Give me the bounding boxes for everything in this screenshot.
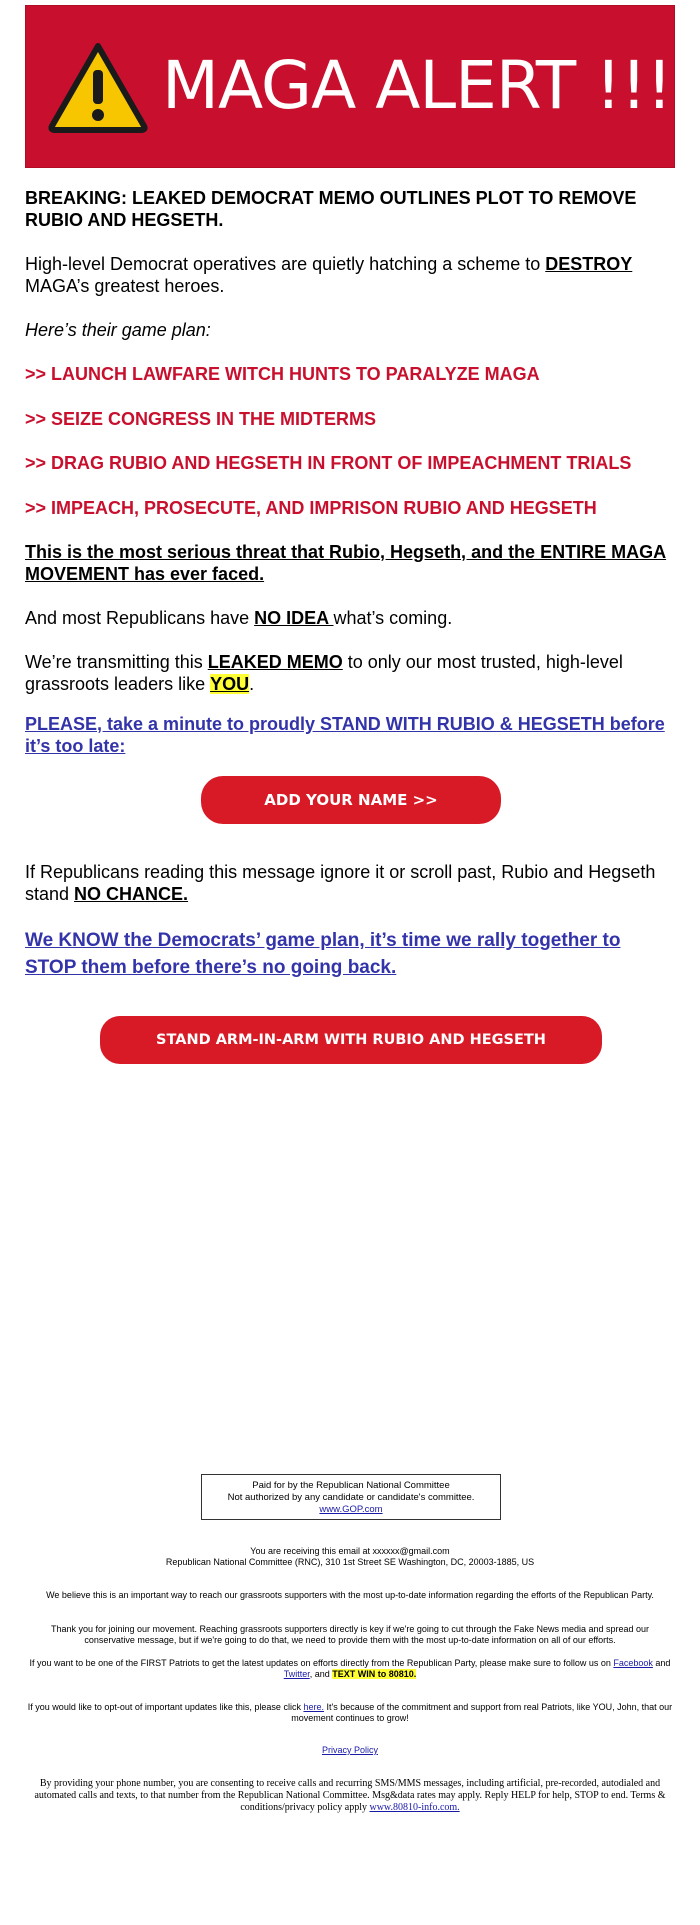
game-plan-label: Here’s their game plan: xyxy=(25,320,211,340)
add-your-name-button[interactable]: ADD YOUR NAME >> xyxy=(201,776,501,824)
thanks-paragraph: Thank you for joining our movement. Reaching grassroots supporters directly is key if we're going to cut through the Fake News media and spread our conservative message, but if we're going to do that, we need to provide them with the most up-to-date information on all of our efforts. xyxy=(50,1624,650,1645)
stand-with-link[interactable]: PLEASE, take a minute to proudly STAND WITH RUBIO & HEGSETH before it’s too late: xyxy=(25,714,665,756)
receiving-notice: You are receiving this email at xxxxxx@gmail.com Republican National Committee (RNC), 310 1st Street SE Washington, DC, 20003-1885, US xyxy=(25,1546,675,1568)
destroy-emphasis: DESTROY xyxy=(545,254,633,274)
headline: BREAKING: LEAKED DEMOCRAT MEMO OUTLINES PLOT TO REMOVE RUBIO AND HEGSETH. xyxy=(25,188,637,230)
privacy-policy-link[interactable]: Privacy Policy xyxy=(321,1745,378,1755)
plan-item: >> LAUNCH LAWFARE WITCH HUNTS TO PARALYZE MAGA xyxy=(25,364,540,384)
sms-info-link[interactable]: www.80810-info.com. xyxy=(369,1802,460,1813)
gop-link[interactable]: www.GOP.com xyxy=(319,1504,383,1515)
twitter-link[interactable]: Twitter xyxy=(283,1669,310,1679)
game-plan-link[interactable]: We KNOW the Democrats’ game plan, it’s time we rally together to STOP them before there’s no going back. xyxy=(25,930,621,978)
plan-item: >> DRAG RUBIO AND HEGSETH IN FRONT OF IMPEACHMENT TRIALS xyxy=(25,453,632,473)
paid-for-disclaimer: Paid for by the Republican National Committee Not authorized by any candidate or candidate's committee. www.GOP.com xyxy=(201,1474,501,1520)
intro-paragraph: High-level Democrat operatives are quietly hatching a scheme to DESTROY MAGA’s greatest heroes. xyxy=(25,254,633,296)
warning-icon xyxy=(46,40,150,134)
follow-paragraph: If you want to be one of the FIRST Patriots to get the latest updates on efforts directly from the Republican Party, please make sure to follow us on Facebook and Twitter, and TEXT WIN to 80810. xyxy=(29,1658,671,1679)
banner-title: MAGA ALERT !!! xyxy=(162,47,672,124)
no-idea-paragraph: And most Republicans have NO IDEA what’s coming. xyxy=(25,608,453,628)
sms-consent-paragraph: By providing your phone number, you are consenting to receive calls and recurring SMS/MMS messages, including artificial, pre-recorded, autodialed and automated calls and texts, to that number from the Republican National Committee. Msg&data rates may apply. Reply HELP for help, STOP to end. Terms & conditions/privacy policy apply www.80810-info.com. xyxy=(34,1778,666,1813)
no-chance-paragraph: If Republicans reading this message ignore it or scroll past, Rubio and Hegseth stand NO CHANCE. xyxy=(25,862,656,904)
maga-alert-banner xyxy=(25,5,675,168)
stand-arm-in-arm-button[interactable]: STAND ARM-IN-ARM WITH RUBIO AND HEGSETH xyxy=(100,1016,602,1064)
text-win-highlight: TEXT WIN to 80810. xyxy=(332,1669,417,1679)
you-highlight: YOU xyxy=(210,674,250,694)
privacy-policy-row xyxy=(25,1745,675,1756)
transmit-paragraph: We’re transmitting this LEAKED MEMO to only our most trusted, high-level grassroots leaders like YOU. xyxy=(25,652,623,694)
plan-item: >> SEIZE CONGRESS IN THE MIDTERMS xyxy=(25,409,377,429)
opt-out-link[interactable]: here. xyxy=(303,1702,324,1712)
opt-out-paragraph: If you would like to opt-out of important updates like this, please click here. It's because of the commitment and support from real Patriots, like YOU, John, that our movement continues to grow! xyxy=(27,1702,673,1723)
believe-paragraph: We believe this is an important way to reach our grassroots supporters with the most up-to-date information regarding the efforts of the Republican Party. xyxy=(46,1590,654,1600)
plan-item: >> IMPEACH, PROSECUTE, AND IMPRISON RUBIO AND HEGSETH xyxy=(25,498,597,518)
facebook-link[interactable]: Facebook xyxy=(613,1658,653,1668)
rnc-address: Republican National Committee (RNC), 310 1st Street SE Washington, DC, 20003-1885, US xyxy=(165,1557,535,1567)
threat-statement: This is the most serious threat that Rubio, Hegseth, and the ENTIRE MAGA MOVEMENT has ever faced. xyxy=(25,542,667,584)
